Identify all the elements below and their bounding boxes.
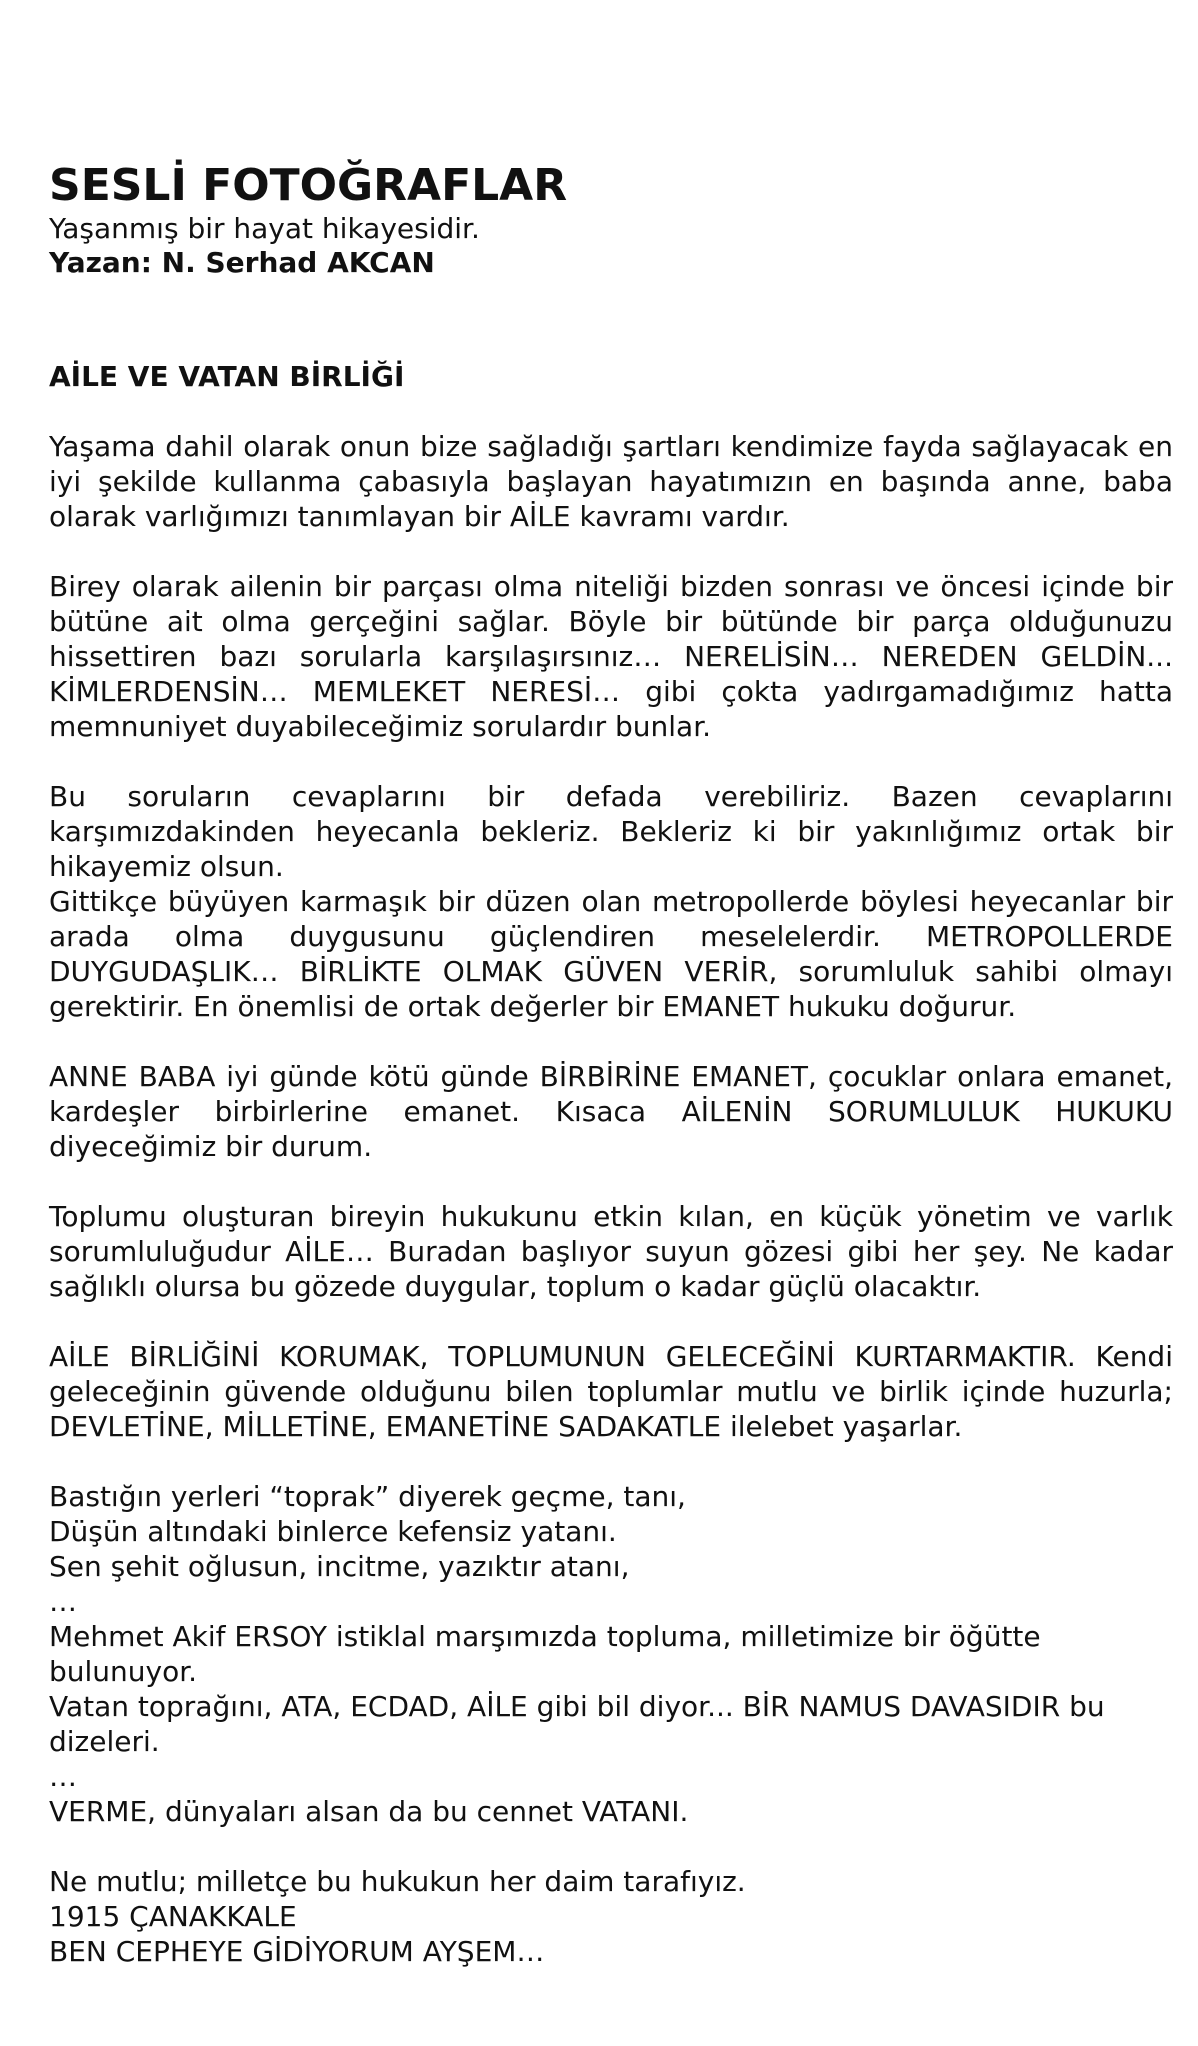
paragraph-6: AİLE BİRLİĞİNİ KORUMAK, TOPLUMUNUN GELECEĞİNİ KURTARMAKTIR. Kendi geleceğinin güvende olduğunu bilen toplumlar mutlu ve birlik içinde huzurla; DEVLETİNE, MİLLETİNE, EMANETİNE SADAKATLE ilelebet yaşarlar. — [49, 1340, 1173, 1443]
closing-line: BEN CEPHEYE GİDİYORUM AYŞEM… — [49, 1935, 545, 1968]
document-title: SESLİ FOTOĞRAFLAR — [49, 160, 568, 211]
closing-line: 1915 ÇANAKKALE — [49, 1900, 297, 1933]
poem-line: Bastığın yerleri “toprak” diyerek geçme, tanı, — [49, 1480, 686, 1513]
poem-line: Düşün altındaki binlerce kefensiz yatanı. — [49, 1515, 617, 1548]
poem-line: Sen şehit oğlusun, incitme, yazıktır atanı, — [49, 1550, 630, 1583]
paragraph-1: Yaşama dahil olarak onun bize sağladığı şartları kendimize fayda sağlayacak en iyi şekilde kullanma çabasıyla başlayan hayatımızın en başında anne, baba olarak varlığımızı tanımlayan bir AİLE kavramı vardır. — [49, 430, 1173, 533]
poem-line: … — [49, 1585, 77, 1618]
poem-line: Vatan toprağını, ATA, ECDAD, AİLE gibi bil diyor... BİR NAMUS DAVASIDIR bu dizeleri. — [49, 1690, 1105, 1758]
document-page — [49, 160, 1173, 1969]
poem-line: Mehmet Akif ERSOY istiklal marşımızda topluma, milletimize bir öğütte bulunuyor. — [49, 1620, 1041, 1688]
poem-line: … — [49, 1760, 77, 1793]
paragraph-4: ANNE BABA iyi günde kötü günde BİRBİRİNE EMANET, çocuklar onlara emanet, kardeşler birbirlerine emanet. Kısaca AİLENİN SORUMLULUK HUKUKU diyeceğimiz bir durum. — [49, 1060, 1173, 1163]
paragraph-5: Toplumu oluşturan bireyin hukukunu etkin kılan, en küçük yönetim ve varlık sorumluluğudur AİLE… Buradan başlıyor suyun gözesi gibi her şey. Ne kadar sağlıklı olursa bu gözede duygular, toplum o kadar güçlü olacaktır. — [49, 1200, 1173, 1303]
document-author: Yazan: N. Serhad AKCAN — [49, 246, 435, 279]
closing-line: Ne mutlu; milletçe bu hukukun her daim tarafıyız. — [49, 1865, 746, 1898]
paragraph-3b-text: Gittikçe büyüyen karmaşık bir düzen olan metropollerde böylesi heyecanlar bir arada olma duygusunu güçlendiren meselelerdir. METROPOLLERDE DUYGUDAŞLIK… BİRLİKTE OLMAK GÜVEN VERİR, sorumluluk sahibi olmayı gerektirir. En önemlisi de ortak değerler bir EMANET hukuku doğurur. — [49, 885, 1173, 1023]
document-subtitle: Yaşanmış bir hayat hikayesidir. — [49, 212, 480, 245]
paragraph-2: Birey olarak ailenin bir parçası olma niteliği bizden sonrası ve öncesi içinde bir bütüne ait olma gerçeğini sağlar. Böyle bir bütünde bir parça olduğunuzu hissettiren bazı sorularla karşılaşırsınız… NERELİSİN… NEREDEN GELDİN... KİMLERDENSİN… MEMLEKET NERESİ… gibi çokta yadırgamadığımız hatta memnuniyet duyabileceğimiz sorulardır bunlar. — [49, 570, 1173, 743]
paragraph-3-text: Bu soruların cevaplarını bir defada verebiliriz. Bazen cevaplarını karşımızdakinden heyecanla bekleriz. Bekleriz ki bir yakınlığımız ortak bir hikayemiz olsun. — [49, 780, 1173, 883]
paragraph-3 — [49, 779, 1173, 1024]
poem-block — [49, 1479, 1173, 1829]
poem-line: VERME, dünyaları alsan da bu cennet VATANI. — [49, 1795, 689, 1828]
closing-block — [49, 1864, 1173, 1969]
section-heading: AİLE VE VATAN BİRLİĞİ — [49, 360, 405, 393]
